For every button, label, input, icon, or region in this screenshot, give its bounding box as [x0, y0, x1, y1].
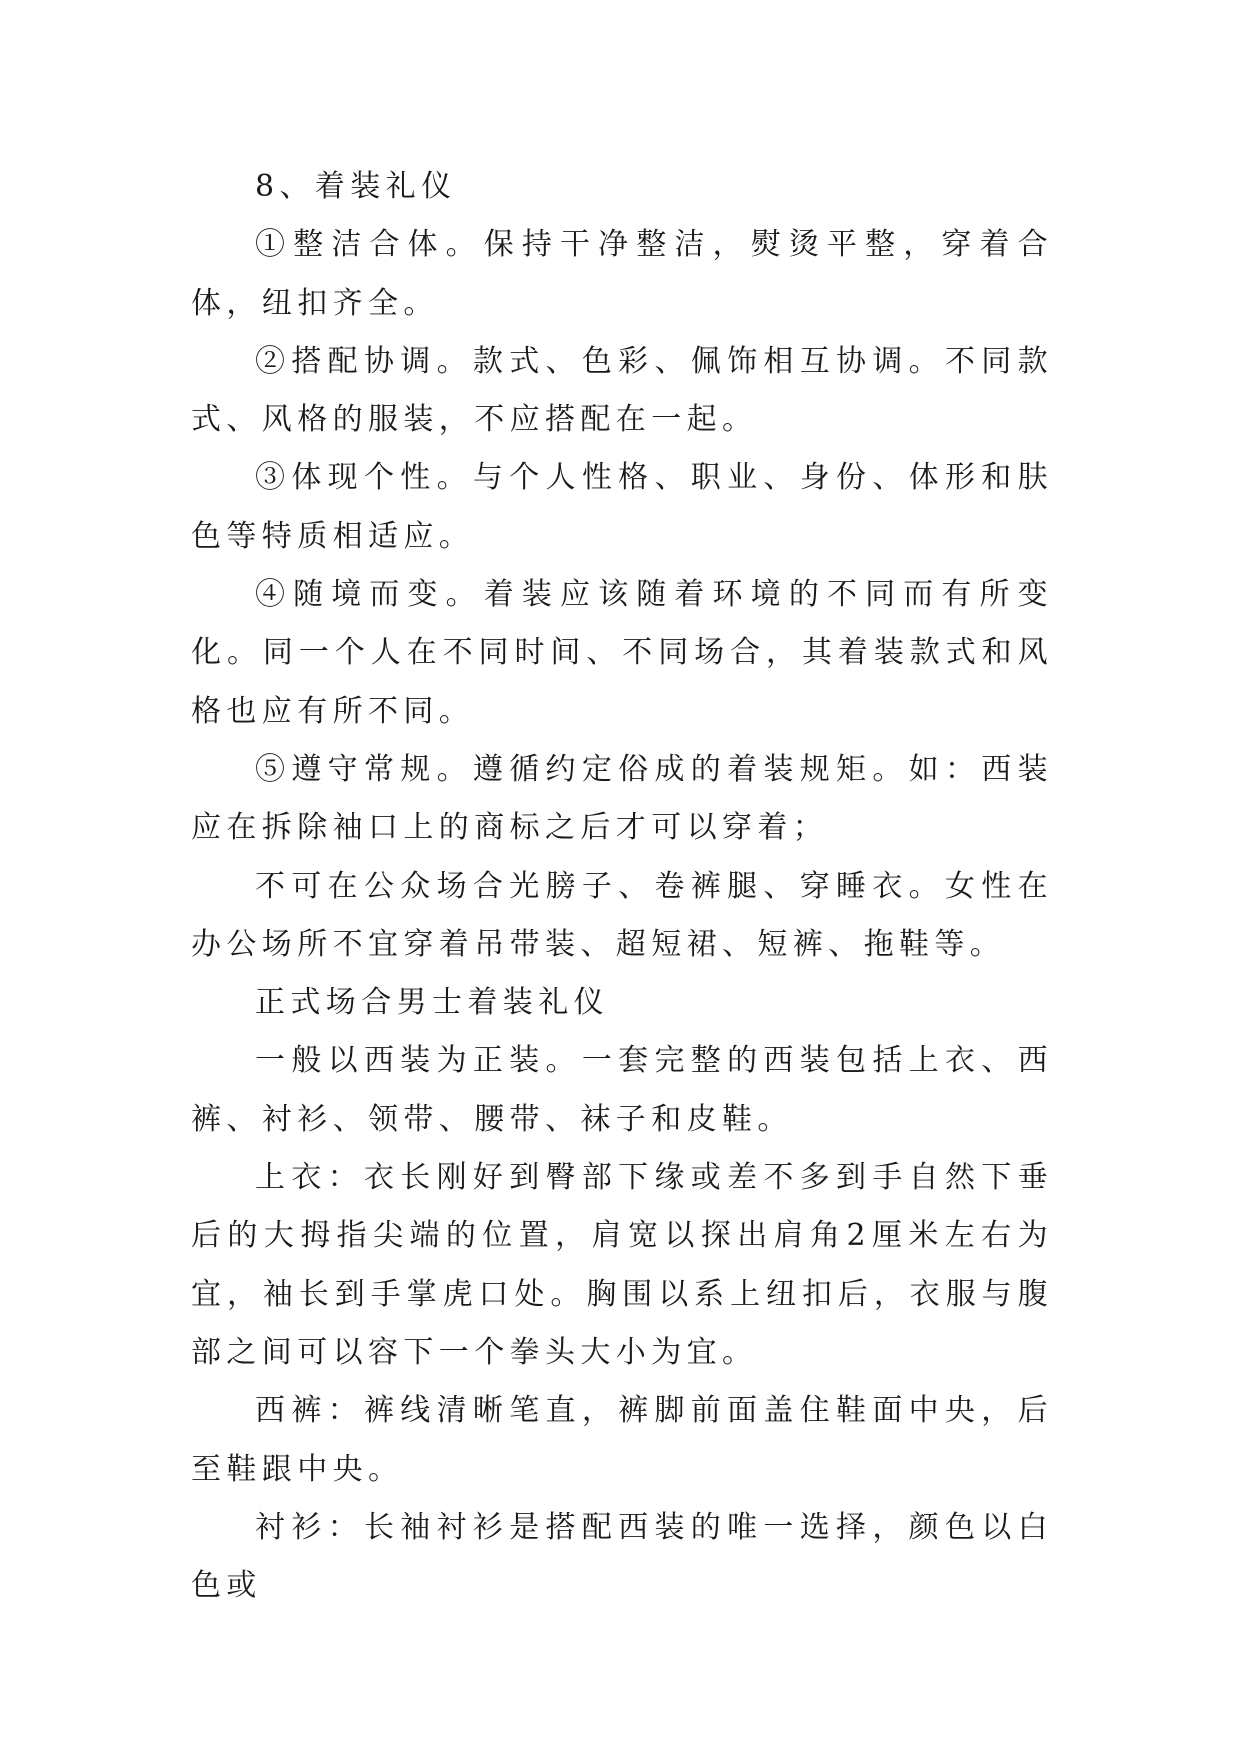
paragraph: 一般以西装为正装。一套完整的西装包括上衣、西裤、衬衫、领带、腰带、袜子和皮鞋。: [191, 1043, 1053, 1137]
paragraph: ①整洁合体。保持干净整洁，熨烫平整，穿着合体，纽扣齐全。: [191, 227, 1053, 321]
paragraph: ②搭配协调。款式、色彩、佩饰相互协调。不同款式、风格的服装，不应搭配在一起。: [191, 343, 1053, 438]
paragraph: ④随境而变。着装应该随着环境的不同而有所变化。同一个人在不同时间、不同场合，其着装款式和风格也应有所不同。: [191, 577, 1053, 729]
paragraph: 衬衫：长袖衬衫是搭配西装的唯一选择，颜色以白色或: [191, 1509, 1053, 1604]
section-heading: 8、着装礼仪: [255, 169, 457, 204]
paragraph: 西裤：裤线清晰笔直，裤脚前面盖住鞋面中央，后至鞋跟中央。: [191, 1393, 1053, 1487]
paragraph: 不可在公众场合光膀子、卷裤腿、穿睡衣。女性在办公场所不宜穿着吊带装、超短裙、短裤、拖鞋等。: [191, 868, 1053, 962]
body-text: [191, 158, 1053, 1615]
paragraph: ③体现个性。与个人性格、职业、身份、体形和肤色等特质相适应。: [191, 460, 1053, 554]
subsection-heading: 正式场合男士着装礼仪: [255, 985, 609, 1021]
paragraph: ⑤遵守常规。遵循约定俗成的着装规矩。如：西装应在拆除袖口上的商标之后才可以穿着；: [191, 751, 1053, 846]
paragraph: 上衣：衣长刚好到臀部下缘或差不多到手自然下垂后的大拇指尖端的位置，肩宽以探出肩角2厘米左右为宜，袖长到手掌虎口处。胸围以系上纽扣后，衣服与腹部之间可以容下一个拳头大小为宜。: [191, 1160, 1053, 1370]
